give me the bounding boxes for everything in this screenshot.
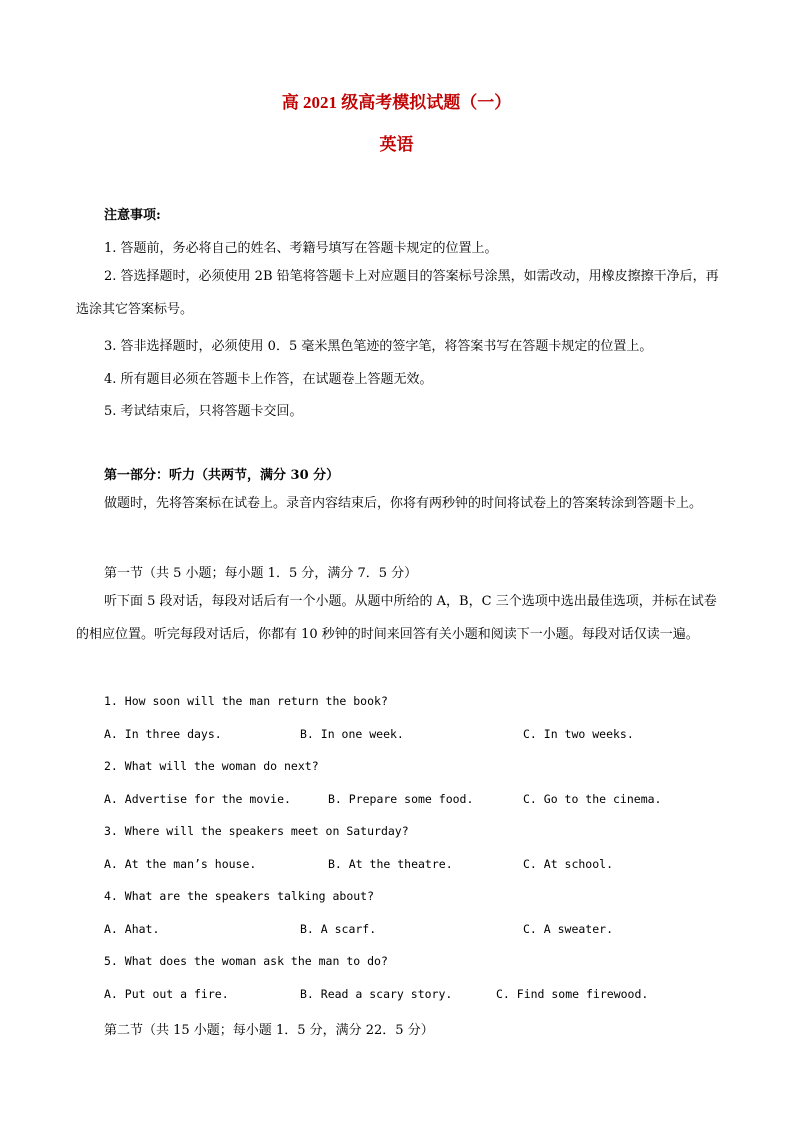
q3-option-b: B. At the theatre.: [328, 857, 453, 871]
q3-option-c: C. At school.: [523, 857, 614, 871]
q3-option-a: A. At the man’s house.: [104, 857, 257, 871]
question-2: 2. What will the woman do next?: [104, 759, 319, 773]
exam-title: 高 2021 级高考模拟试题（一）: [281, 93, 512, 112]
part1-intro: 做题时，先将答案标在试卷上。录音内容结束后，你将有两秒钟的时间将试卷上的答案转涂到答题卡上。: [104, 496, 703, 511]
question-3: 3. Where will the speakers meet on Saturday?: [104, 824, 409, 838]
notice-heading: 注意事项:: [104, 208, 161, 223]
question-1: 1. How soon will the man return the book?: [104, 694, 388, 708]
question-4: 4. What are the speakers talking about?: [104, 889, 375, 903]
notice-item-4: 4. 所有题目必须在答题卡上作答，在试题卷上答题无效。: [104, 372, 433, 387]
section1-heading: 第一节（共 5 小题；每小题 1．5 分，满分 7．5 分）: [104, 566, 418, 581]
q5-option-c: C. Find some firewood.: [496, 987, 649, 1001]
notice-item-5: 5. 考试结束后，只将答题卡交回。: [104, 404, 303, 419]
notice-item-2: 2. 答选择题时，必须使用 2B 铅笔将答题卡上对应题目的答案标号涂黑，如需改动，用橡皮擦擦干净后，再选涂其它答案标号。: [76, 269, 719, 317]
notice-item-1: 1. 答题前，务必将自己的姓名、考籍号填写在答题卡规定的位置上。: [104, 241, 498, 256]
q1-option-a: A. In three days.: [104, 727, 222, 741]
q5-option-b: B. Read a scary story.: [300, 987, 453, 1001]
q2-option-b: B. Prepare some food.: [328, 792, 474, 806]
q4-option-a: A. Ahat.: [104, 922, 160, 936]
q4-option-c: C. A sweater.: [523, 922, 614, 936]
q5-option-a: A. Put out a fire.: [104, 987, 229, 1001]
q2-option-a: A. Advertise for the movie.: [104, 792, 291, 806]
question-5: 5. What does the woman ask the man to do?: [104, 954, 388, 968]
section2-heading: 第二节（共 15 小题；每小题 1．5 分，满分 22．5 分）: [104, 1023, 434, 1038]
section1-instructions: 听下面 5 段对话，每段对话后有一个小题。从题中所给的 A，B，C 三个选项中选出最佳选项，并标在试卷的相应位置。听完每段对话后，你都有 10 秒钟的时间来回答有关小题和阅读下一小题。每段对话仅读一遍。: [76, 594, 717, 642]
notice-item-3: 3. 答非选择题时，必须使用 0．5 毫米黑色笔迹的签字笔，将答案书写在答题卡规定的位置上。: [104, 339, 653, 354]
q2-option-c: C. Go to the cinema.: [523, 792, 662, 806]
exam-subject: 英语: [379, 135, 414, 154]
q1-option-b: B. In one week.: [300, 727, 404, 741]
q1-option-c: C. In two weeks.: [523, 727, 634, 741]
part1-heading: 第一部分：听力（共两节，满分 30 分）: [104, 468, 340, 483]
q4-option-b: B. A scarf.: [300, 922, 377, 936]
